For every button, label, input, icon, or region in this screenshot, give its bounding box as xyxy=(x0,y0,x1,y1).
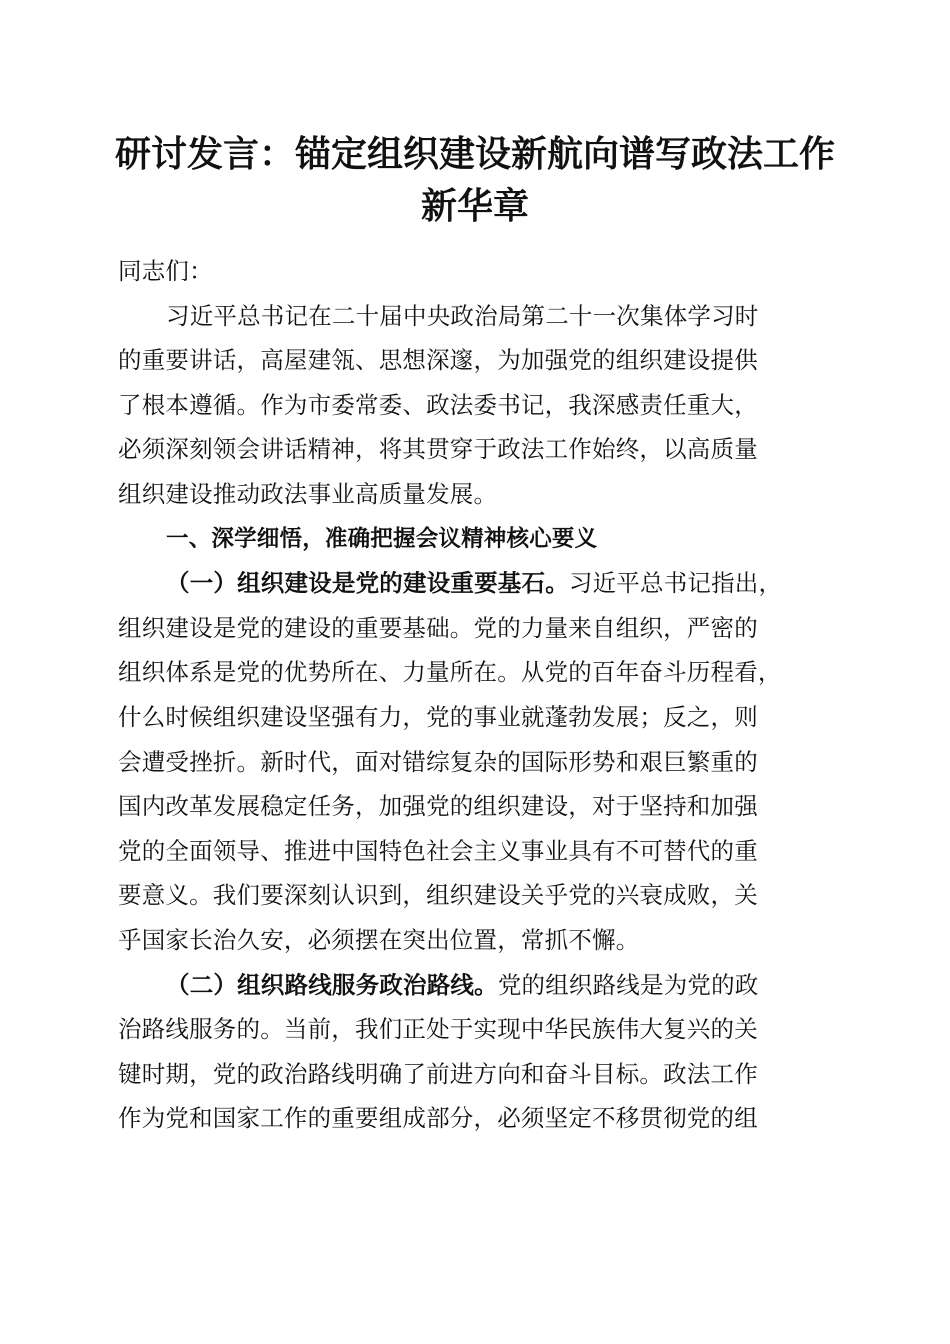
intro-line: 了根本遵循。作为市委常委、政法委书记，我深感责任重大， xyxy=(118,390,758,419)
paragraph-line: 乎国家长治久安，必须摆在突出位置，常抓不懈。 xyxy=(118,925,640,954)
paragraph-line: 组织建设是党的建设的重要基础。党的力量来自组织，严密的 xyxy=(118,613,758,642)
subsection-heading: （一）组织建设是党的建设重要基石。 xyxy=(166,569,569,598)
paragraph-line: 国内改革发展稳定任务，加强党的组织建设，对于坚持和加强 xyxy=(118,792,758,821)
paragraph-first-line xyxy=(118,963,838,1008)
paragraph-first-line xyxy=(118,561,838,606)
paragraph-line: 会遭受挫折。新时代，面对错综复杂的国际形势和艰巨繁重的 xyxy=(118,747,758,776)
paragraph-line: 党的全面领导、推进中国特色社会主义事业具有不可替代的重 xyxy=(118,836,758,865)
intro-line: 习近平总书记在二十届中央政治局第二十一次集体学习时 xyxy=(166,301,759,330)
title-line-2: 新华章 xyxy=(420,185,529,227)
title-line-1: 研讨发言：锚定组织建设新航向谱写政法工作 xyxy=(114,133,835,175)
section-heading: 一、深学细悟，准确把握会议精神核心要义 xyxy=(166,525,598,552)
intro-line: 的重要讲话，高屋建瓴、思想深邃，为加强党的组织建设提供 xyxy=(118,346,758,375)
paragraph-text: 习近平总书记指出， xyxy=(568,569,783,598)
paragraph-line: 键时期，党的政治路线明确了前进方向和奋斗目标。政法工作 xyxy=(118,1059,758,1088)
document-title xyxy=(100,128,850,232)
subsection-heading: （二）组织路线服务政治路线。 xyxy=(166,970,498,999)
document-body xyxy=(118,249,838,1141)
paragraph-line: 治路线服务的。当前，我们正处于实现中华民族伟大复兴的关 xyxy=(118,1015,758,1044)
intro-line: 必须深刻领会讲话精神，将其贯穿于政法工作始终，以高质量 xyxy=(118,435,758,464)
paragraph-line: 要意义。我们要深刻认识到，组织建设关乎党的兴衰成败，关 xyxy=(118,881,758,910)
paragraph-line: 作为党和国家工作的重要组成部分，必须坚定不移贯彻党的组 xyxy=(118,1104,758,1133)
paragraph-line: 组织体系是党的优势所在、力量所在。从党的百年奋斗历程看， xyxy=(118,658,782,687)
salutation: 同志们： xyxy=(118,257,213,285)
intro-line: 组织建设推动政法事业高质量发展。 xyxy=(118,479,498,508)
paragraph-line: 什么时候组织建设坚强有力，党的事业就蓬勃发展；反之，则 xyxy=(118,702,758,731)
paragraph-text: 党的组织路线是为党的政 xyxy=(497,970,759,999)
